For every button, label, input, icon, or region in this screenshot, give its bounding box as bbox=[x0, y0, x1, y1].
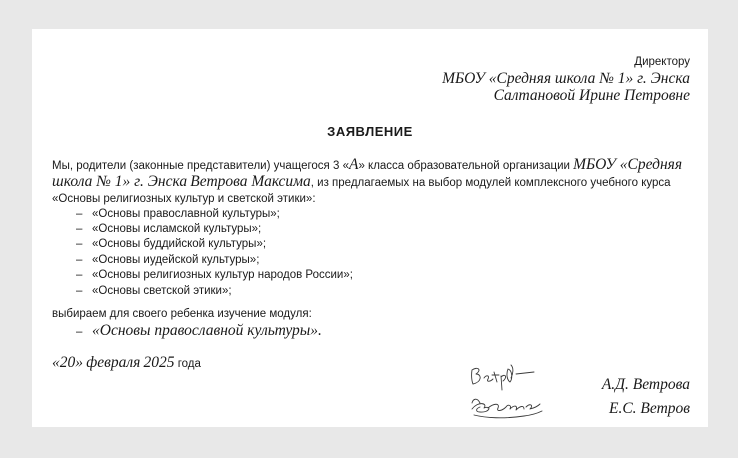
student-name: Ветрова Максима bbox=[190, 173, 311, 190]
module-option-label: «Основы буддийской культуры»; bbox=[92, 238, 267, 250]
module-option-label: «Основы православной культуры»; bbox=[92, 208, 280, 220]
body-text-part1: Мы, родители (законные представители) учащегося 3 « bbox=[52, 160, 349, 172]
addressee-title: Директору bbox=[634, 56, 690, 68]
module-option-label: «Основы исламской культуры»; bbox=[92, 223, 262, 235]
list-dash: – bbox=[76, 285, 83, 297]
module-option-label: «Основы светской этики»; bbox=[92, 285, 232, 297]
addressee-school: МБОУ «Средняя школа № 1» г. Энска bbox=[442, 70, 690, 87]
date-day: 20 bbox=[59, 354, 76, 371]
date-quote-open: « bbox=[52, 354, 60, 371]
date-month: февраля bbox=[86, 354, 141, 371]
application-body bbox=[52, 157, 692, 207]
list-dash: – bbox=[76, 269, 83, 281]
list-dash: – bbox=[76, 238, 83, 250]
chosen-module-label: «Основы православной культуры». bbox=[92, 322, 322, 339]
grade-letter: А bbox=[348, 156, 359, 173]
chosen-module bbox=[76, 322, 322, 340]
choose-text: выбираем для своего ребенка изучение модуля: bbox=[52, 308, 312, 320]
body-text-part3: , из предлагаемых на выбор модулей комплексного учебного курса «Основы религиозных культур и светской этики»: bbox=[52, 177, 671, 205]
school-name: МБОУ «Средняя школа № 1» г. Энска bbox=[52, 156, 683, 190]
list-dash: – bbox=[76, 223, 83, 235]
signature-father-image bbox=[468, 391, 552, 423]
list-dash: – bbox=[76, 208, 83, 220]
date-quote-close: » bbox=[75, 354, 83, 371]
module-option bbox=[76, 285, 232, 297]
module-option bbox=[76, 238, 266, 250]
application-document bbox=[32, 29, 708, 427]
application-date bbox=[52, 354, 201, 372]
signature-father-name: Е.С. Ветров bbox=[609, 400, 690, 417]
module-option-label: «Основы иудейской культуры»; bbox=[92, 254, 260, 266]
module-option bbox=[76, 254, 259, 266]
date-year: 2025 bbox=[143, 354, 175, 371]
module-option-label: «Основы религиозных культур народов России»; bbox=[92, 269, 353, 281]
module-option bbox=[76, 223, 261, 235]
module-option bbox=[76, 269, 353, 281]
signature-mother-name: А.Д. Ветрова bbox=[601, 376, 690, 393]
list-dash: – bbox=[76, 254, 83, 266]
body-text-part2: » класса образовательной организации bbox=[358, 160, 574, 172]
module-option bbox=[76, 208, 280, 220]
date-suffix: года bbox=[177, 358, 201, 370]
document-title: ЗАЯВЛЕНИЕ bbox=[327, 124, 413, 139]
addressee-name: Салтановой Ирине Петровне bbox=[493, 87, 690, 104]
list-dash: – bbox=[76, 326, 83, 338]
